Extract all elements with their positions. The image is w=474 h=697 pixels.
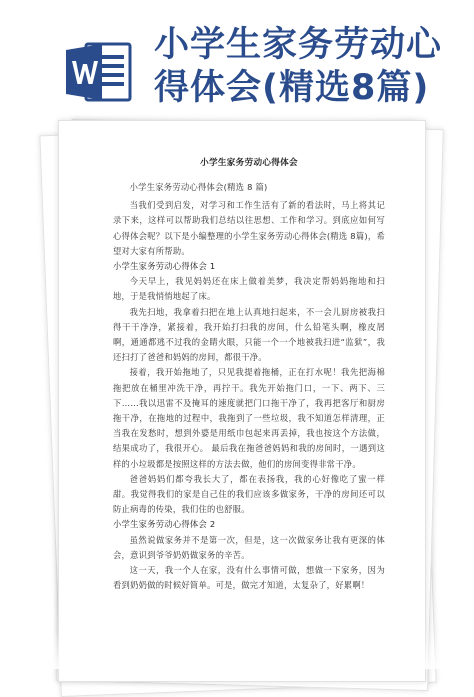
document-preview	[58, 120, 424, 669]
document-title: 小学生家务劳动心得体会	[200, 158, 298, 168]
title-line-1: 小学生家务劳动心	[154, 25, 443, 65]
body-paragraph: 接着，我开始拖地了，只见我提着拖桶，正在打水呢！我先把海棉拖把放在桶里冲洗干净，再拧干。我先开始拖门口，一下、两下、三下……我以迅雷不及掩耳的速度就把门口拖干净了，我再把客厅和厨房拖干净，在拖地的过程中，我拖到了一些垃圾，我不知道怎样清理，正当我在发愁时，想到外婆是用纸巾包起来再丢掉，我也按这个方法做，结果成功了，我很开心。 最后我在拖爸爸妈妈和我的房间时，一遇到这样的小垃圾都是按照这样的方法去做，他们的房间变得非常干净。	[113, 367, 385, 469]
title-line-2: 得体会(精选8篇)	[154, 68, 430, 108]
body-paragraph: 我先扫地，我拿着扫把在地上认真地扫起来，不一会儿厨房被我扫得干干净净，紧接着，我开始打扫我的房间，什么铅笔头啊，橡皮屑啊，通通都逃不过我的金睛火眼，只能一个一个地被我扫进“监狱”，我还扫打了爸爸和妈妈的房间，都很干净。	[113, 306, 385, 363]
paragraph-list	[113, 180, 385, 593]
section-heading: 小学生家务劳动心得体会 2	[113, 519, 216, 530]
body-paragraph: 当我们受到启发，对学习和工作生活有了新的看法时，马上将其记录下来，这样可以帮助我们总结以往思想、工作和学习。到底应如何写心得体会呢？以下是小编整理的小学生家务劳动心得体会(精选 8篇)，希望对大家有所帮助。	[113, 200, 385, 256]
bottom-fade	[0, 629, 474, 669]
body-paragraph: 爸爸妈妈们都夸我长大了，都在表扬我，我的心好像吃了蜜一样甜。我觉得我们的家是自己住的我们应该多做家务，干净的房间还可以防止病毒的传染，我们住的也舒服。	[113, 473, 385, 515]
word-document-icon	[64, 40, 134, 104]
body-paragraph: 今天早上，我见妈妈还在床上做着美梦，我决定帮妈妈拖地和扫地，于是我悄悄地起了床。	[113, 276, 385, 302]
document-subtitle: 小学生家务劳动心得体会(精选 8 篇)	[129, 182, 268, 192]
banner	[0, 0, 474, 130]
page-title	[154, 24, 454, 110]
section-heading: 小学生家务劳动心得体会 1	[113, 261, 216, 272]
document-body	[113, 156, 385, 593]
body-paragraph: 虽然说做家务并不是第一次，但是，这一次做家务让我有更深的体会，意识到爷爷奶奶做家务的辛苦。	[113, 534, 385, 560]
body-paragraph: 这一天，我一个人在家，没有什么事情可做，想做一下家务，因为看到奶奶做的时候好简单。可是，做完才知道，太复杂了，好累啊！	[113, 565, 385, 591]
